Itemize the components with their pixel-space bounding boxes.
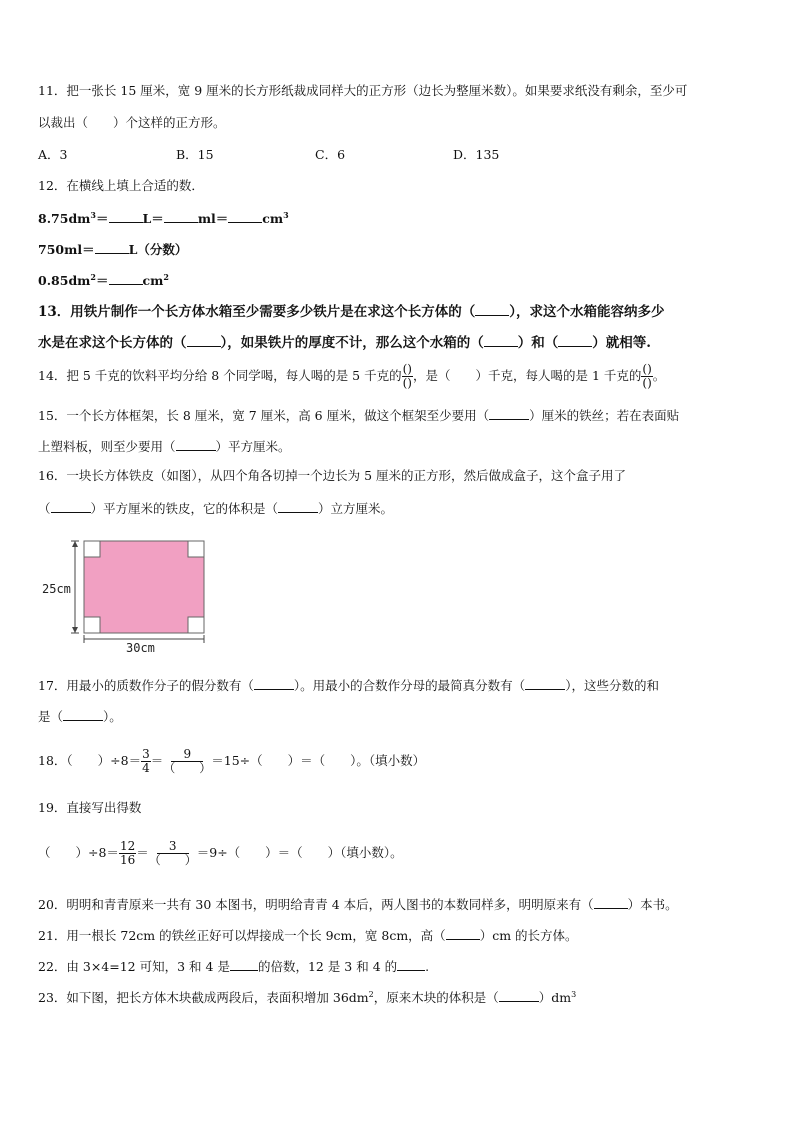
blank [489,406,529,420]
cut-corner [188,617,204,633]
blank [109,271,143,285]
iron-sheet [84,541,204,633]
q12-line2: 750ml＝ L（分数） [38,242,188,257]
fraction: $\frac{3}{4}$ [142,747,150,775]
q20-line: 20．明明和青青原来一共有 30 本图书，明明给青青 4 本后，两人图书的本数同样多，明明原来有（ ）本书。 [38,897,678,912]
q11-line2: 以裁出（ ）个这样的正方形。 [38,115,226,130]
q11-line1: 11．把一张长 15 厘米，宽 9 厘米的长方形纸裁成同样大的正方形（边长为整厘米数）。如果要求纸没有剩余，至少可 [38,83,688,98]
blank [164,209,198,223]
q11-option-d: D．135 [453,147,500,162]
q15-line2: 上塑料板，则至少要用（ ）平方厘米。 [38,439,291,454]
blank [228,209,262,223]
blank [594,895,628,909]
cut-corner [84,541,100,557]
blank [397,957,425,971]
fraction: () () [402,362,412,390]
blank [484,333,518,347]
fraction: () () [642,362,652,390]
q23-line: 23．如下图，把长方体木块截成两段后，表面积增加 $36dm^2$，原来木块的体积是（ ）$dm^3$ [38,990,577,1005]
blank [187,333,221,347]
q22-line: 22．由 3×4=12 可知，3 和 4 是 的倍数，12 是 3 和 4 的 . [38,959,430,974]
blank [109,209,143,223]
blank [254,676,294,690]
q13-line2: 水是在求这个长方体的（ ），如果铁片的厚度不计，那么这个水箱的（ ）和（ ）就相等. [38,335,651,351]
blank [446,926,480,940]
q17-line1: 17．用最小的质数作分子的假分数有（ ）。用最小的合数作分母的最简真分数有（ ），这些分数的和 [38,678,659,693]
blank [558,333,592,347]
q16-line1: 16．一块长方体铁皮（如图），从四个角各切掉一个边长为 5 厘米的正方形，然后做成盒子，这个盒子用了 [38,468,627,483]
q16-figure [40,535,220,655]
q21-line: 21．用一根长 72cm 的铁丝正好可以焊接成一个长 9cm，宽 8cm，高（ ）cm 的长方体。 [38,928,578,943]
q11-option-a: A．3 [38,147,68,162]
blank [95,240,129,254]
cut-corner [188,541,204,557]
q17-line2: 是（ ）。 [38,709,122,724]
blank [499,988,539,1002]
q11-option-b: B．15 [176,147,214,162]
blank [525,676,565,690]
width-label: 30cm [126,641,155,655]
q16-line2: （ ）平方厘米的铁皮，它的体积是（ ）立方厘米。 [38,501,394,516]
q18-line: 18．（ ）÷8＝ $\frac{3}{4}$ ＝ 9 （ ） ＝15÷（ ）＝（ ）。（填小数） [38,747,426,775]
q15-line1: 15．一个长方体框架，长 8 厘米，宽 7 厘米，高 6 厘米，做这个框架至少要用（ ）厘米的铁丝；若在表面贴 [38,408,680,423]
q12-line1: $8.75dm^3= L= ml= cm^3$ [38,210,289,226]
q19-title: 19．直接写出得数 [38,800,142,815]
blank [278,499,318,513]
q13-line1: 13．用铁片制作一个长方体水箱至少需要多少铁片是在求这个长方体的（ ），求这个水箱能容纳多少 [38,304,665,320]
q11-option-c: C．6 [315,147,346,162]
fraction: 3 （ ） [148,839,197,867]
blank [176,437,216,451]
blank [475,302,509,316]
fraction: 9 （ ） [163,747,212,775]
blank [51,499,91,513]
blank [230,957,258,971]
height-label: 25cm [42,582,71,596]
blank [63,707,103,721]
q14-line: 14．把 5 千克的饮料平均分给 8 个同学喝，每人喝的是 5 千克的 () () ，是（ ）千克，每人喝的是 1 千克的 () () 。 [38,362,666,390]
fraction: $\frac{12}{16}$ [119,839,136,867]
cut-corner [84,617,100,633]
q12-title: 12．在横线上填上合适的数． [38,178,204,193]
q12-line3: $0.85dm^2= cm^2$ [38,272,169,288]
q19-line: （ ）÷8＝ $\frac{12}{16}$ ＝ 3 （ ） ＝9÷（ ）＝（ ）（填小数）。 [38,839,403,867]
iron-sheet-diagram [40,535,220,655]
